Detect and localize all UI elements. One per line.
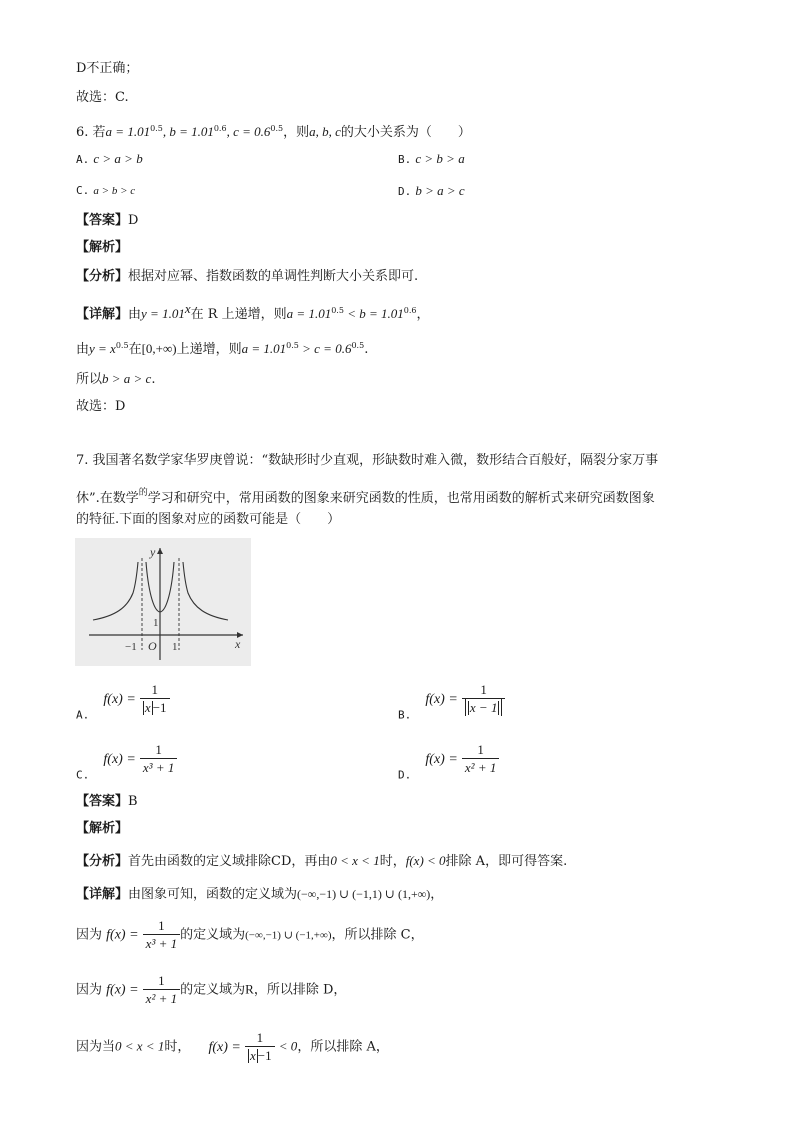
q6-final: 故选：D bbox=[76, 399, 126, 414]
q6-detail-line1: 【详解】由$y = 1.01^x$在 R 上递增，则$a = 1.01^{0.5} < b = 1.01^{0.6}$， bbox=[76, 301, 430, 322]
q7-analysis-summary: 【分析】首先由函数的定义域排除CD，再由0 < x < 1时，f(x) < 0排除 A，即可得答案. bbox=[76, 853, 568, 869]
q7-answer: 【答案】B bbox=[76, 794, 138, 809]
q6-option-c: C. a > b > c bbox=[76, 184, 136, 197]
q7-graph-svg bbox=[75, 538, 251, 666]
q7-stem-line1: 7. 我国著名数学家华罗庚曾说：“数缺形时少直观，形缺数时难入微，数形结合百般好，隔裂分家万事 bbox=[76, 453, 659, 468]
tick-label-y1: 1 bbox=[153, 617, 159, 629]
q7-option-a-fraction: $\frac{1}{x -1}$ bbox=[140, 682, 170, 716]
q7-option-b-fraction: $\frac{1}{x - 1}$ bbox=[462, 682, 506, 716]
q7-option-c: $_{C.}$ f(x) = $\frac{1}{\text{x³ + 1}}$ bbox=[76, 742, 177, 785]
q7-option-d-fraction: $\frac{1}{\text{x² + 1}}$ bbox=[462, 742, 499, 776]
origin-label: O bbox=[148, 639, 157, 653]
q6-analysis-heading: 【解析】 bbox=[76, 240, 129, 255]
q7-detail-line4-fraction: $\frac{1}{x -1}$ bbox=[245, 1030, 275, 1064]
tick-label-neg1: −1 bbox=[125, 641, 137, 653]
q7-detail-line2-fraction: $\frac{1}{\text{x³ + 1}}$ bbox=[143, 918, 180, 952]
prev-answer: 故选：C. bbox=[76, 90, 129, 105]
q7-option-a: $_{A.}$ f(x) = $\frac{1}{x -1}$ bbox=[76, 682, 170, 725]
prev-conclusion: D不正确； bbox=[76, 61, 139, 76]
q7-detail-line2: 因为 f(x) = $\frac{1}{\text{x³ + 1}}$ 的定义域为(−∞,−1) ∪ (−1,+∞)，所以排除 C， bbox=[76, 918, 424, 951]
q6-option-d: D. b > a > c bbox=[398, 183, 465, 198]
q6-option-a: A. c > a > b bbox=[76, 151, 143, 166]
y-axis-label: y bbox=[150, 545, 156, 559]
q7-analysis-heading: 【解析】 bbox=[76, 821, 129, 836]
q7-detail-line1: 【详解】由图象可知，函数的定义域为(−∞,−1) ∪ (−1,1) ∪ (1,+∞)， bbox=[76, 887, 444, 902]
q7-stem-line2: 休”.在数学$^的$学习和研究中，常用函数的图象来研究函数的性质，也常用函数的解析式来研究函数图象 bbox=[76, 488, 655, 506]
q6-option-b: B. c > b > a bbox=[398, 151, 465, 166]
curve-left-branch bbox=[93, 562, 138, 620]
q6-detail-line3: 所以b > a > c. bbox=[76, 371, 156, 387]
x-axis-label: x bbox=[235, 637, 241, 651]
q7-function-graph bbox=[75, 538, 251, 666]
q7-stem-line3: 的特征.下面的图象对应的函数可能是（ ） bbox=[76, 512, 341, 527]
q7-detail-line3-fraction: $\frac{1}{\text{x² + 1}}$ bbox=[143, 973, 180, 1007]
q7-detail-line3: 因为 f(x) = $\frac{1}{\text{x² + 1}}$ 的定义域为R，所以排除 D， bbox=[76, 973, 347, 1006]
q6-detail-line2: 由$y = x^{0.5}$在[0,+∞)上递增，则$a = 1.01^{0.5} > c = 0.6^{0.5}$. bbox=[76, 341, 369, 357]
q6-answer: 【答案】D bbox=[76, 213, 139, 228]
curve-right-branch bbox=[183, 562, 228, 620]
q6-analysis-summary: 【分析】根据对应幂、指数函数的单调性判断大小关系即可. bbox=[76, 269, 419, 284]
q7-option-c-fraction: $\frac{1}{\text{x³ + 1}}$ bbox=[140, 742, 177, 776]
q7-option-d: $_{D.}$ f(x) = $\frac{1}{\text{x² + 1}}$ bbox=[398, 742, 499, 785]
y-axis-arrow bbox=[157, 548, 163, 554]
q7-option-b: $_{B.}$ f(x) = $\frac{1}{x - 1}$ bbox=[398, 682, 505, 725]
tick-label-1: 1 bbox=[172, 641, 178, 653]
q7-detail-line4: 因为当0 < x < 1时， f(x) = $\frac{1}{x -1}$ < 0，所以排除 A， bbox=[76, 1030, 389, 1063]
q6-stem: 6. 若$a = 1.01^{0.5}$, $b = 1.01^{0.6}$, $c = 0.6^{0.5}$，则a, b, c的大小关系为（ ） bbox=[76, 124, 471, 140]
